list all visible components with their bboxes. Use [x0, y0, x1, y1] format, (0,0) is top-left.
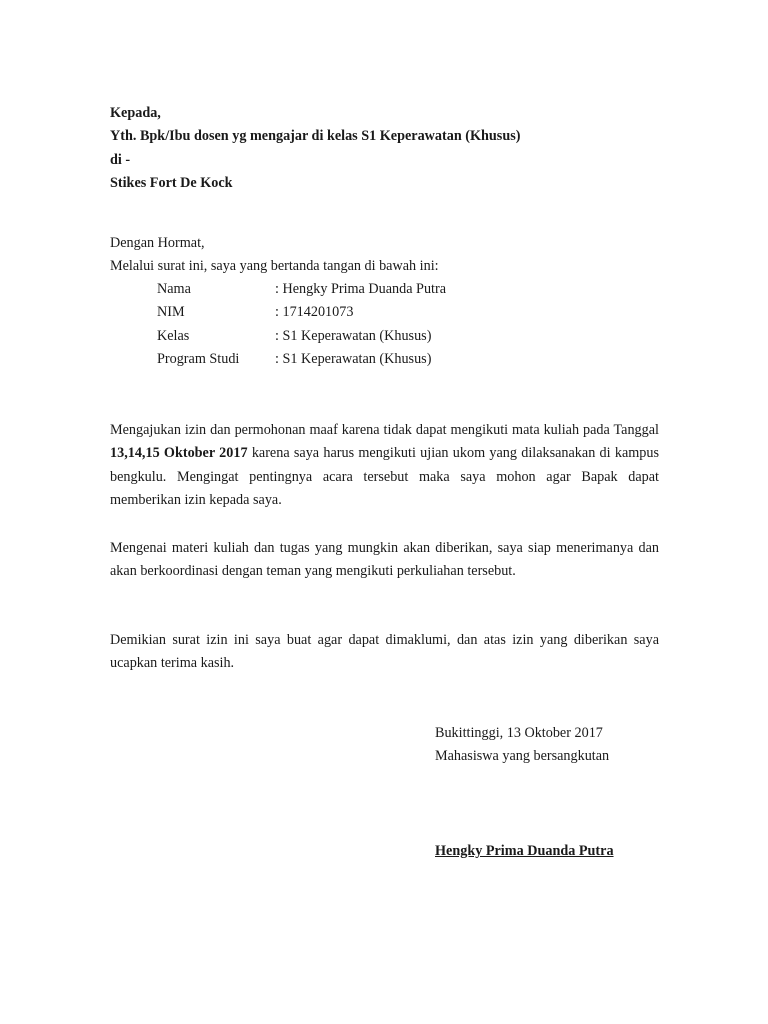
identity-row-nim [157, 301, 657, 324]
para1-text-after: karena saya harus mengikuti ujian ukom yang dilaksanakan di kampus bengkulu. Mengingat pentingnya acara tersebut maka saya mohon agar Bapak dapat memberikan izin kepada saya. [110, 445, 659, 508]
identity-label: Program Studi [157, 351, 240, 368]
identity-row-nama [157, 278, 657, 301]
identity-value: : S1 Keperawatan (Khusus) [275, 351, 432, 368]
identity-row-program-studi [157, 348, 657, 371]
opening-block [110, 232, 670, 279]
identity-row-kelas [157, 325, 657, 348]
closing-block [435, 722, 695, 769]
signer-name: Hengky Prima Duanda Putra [435, 843, 614, 859]
recipient-block [110, 102, 670, 195]
identity-table [157, 278, 657, 372]
recipient-institution: Stikes Fort De Kock [110, 174, 233, 191]
intro-sentence: Melalui surat ini, saya yang bertanda tangan di bawah ini: [110, 258, 439, 275]
body-paragraph-closing: Demikian surat izin ini saya buat agar dapat dimaklumi, dan atas izin yang diberikan saya ucapkan terima kasih. [110, 632, 659, 672]
recipient-di: di - [110, 151, 131, 168]
identity-label: Nama [157, 281, 191, 297]
identity-value: : S1 Keperawatan (Khusus) [275, 327, 432, 344]
recipient-greeting: Kepada, [110, 105, 161, 121]
salutation: Dengan Hormat, [110, 235, 205, 251]
body-paragraph-coordination: Mengenai materi kuliah dan tugas yang mungkin akan diberikan, saya siap menerimanya dan akan berkoordinasi dengan teman yang mengikuti perkuliahan tersebut. [110, 540, 659, 580]
signer-role: Mahasiswa yang bersangkutan [435, 748, 610, 765]
para1-text-before: Mengajukan izin dan permohonan maaf karena tidak dapat mengikuti mata kuliah pada Tanggal [110, 422, 659, 438]
identity-label: NIM [157, 304, 185, 321]
place-date: Bukittinggi, 13 Oktober 2017 [435, 725, 603, 741]
identity-value: : 1714201073 [275, 304, 354, 321]
para1-dates: 13,14,15 Oktober 2017 [110, 445, 248, 462]
identity-value: : Hengky Prima Duanda Putra [275, 281, 447, 297]
identity-label: Kelas [157, 327, 190, 344]
recipient-addressee: Yth. Bpk/Ibu dosen yg mengajar di kelas S1 Keperawatan (Khusus) [110, 128, 521, 145]
body-paragraph-request [110, 419, 659, 512]
